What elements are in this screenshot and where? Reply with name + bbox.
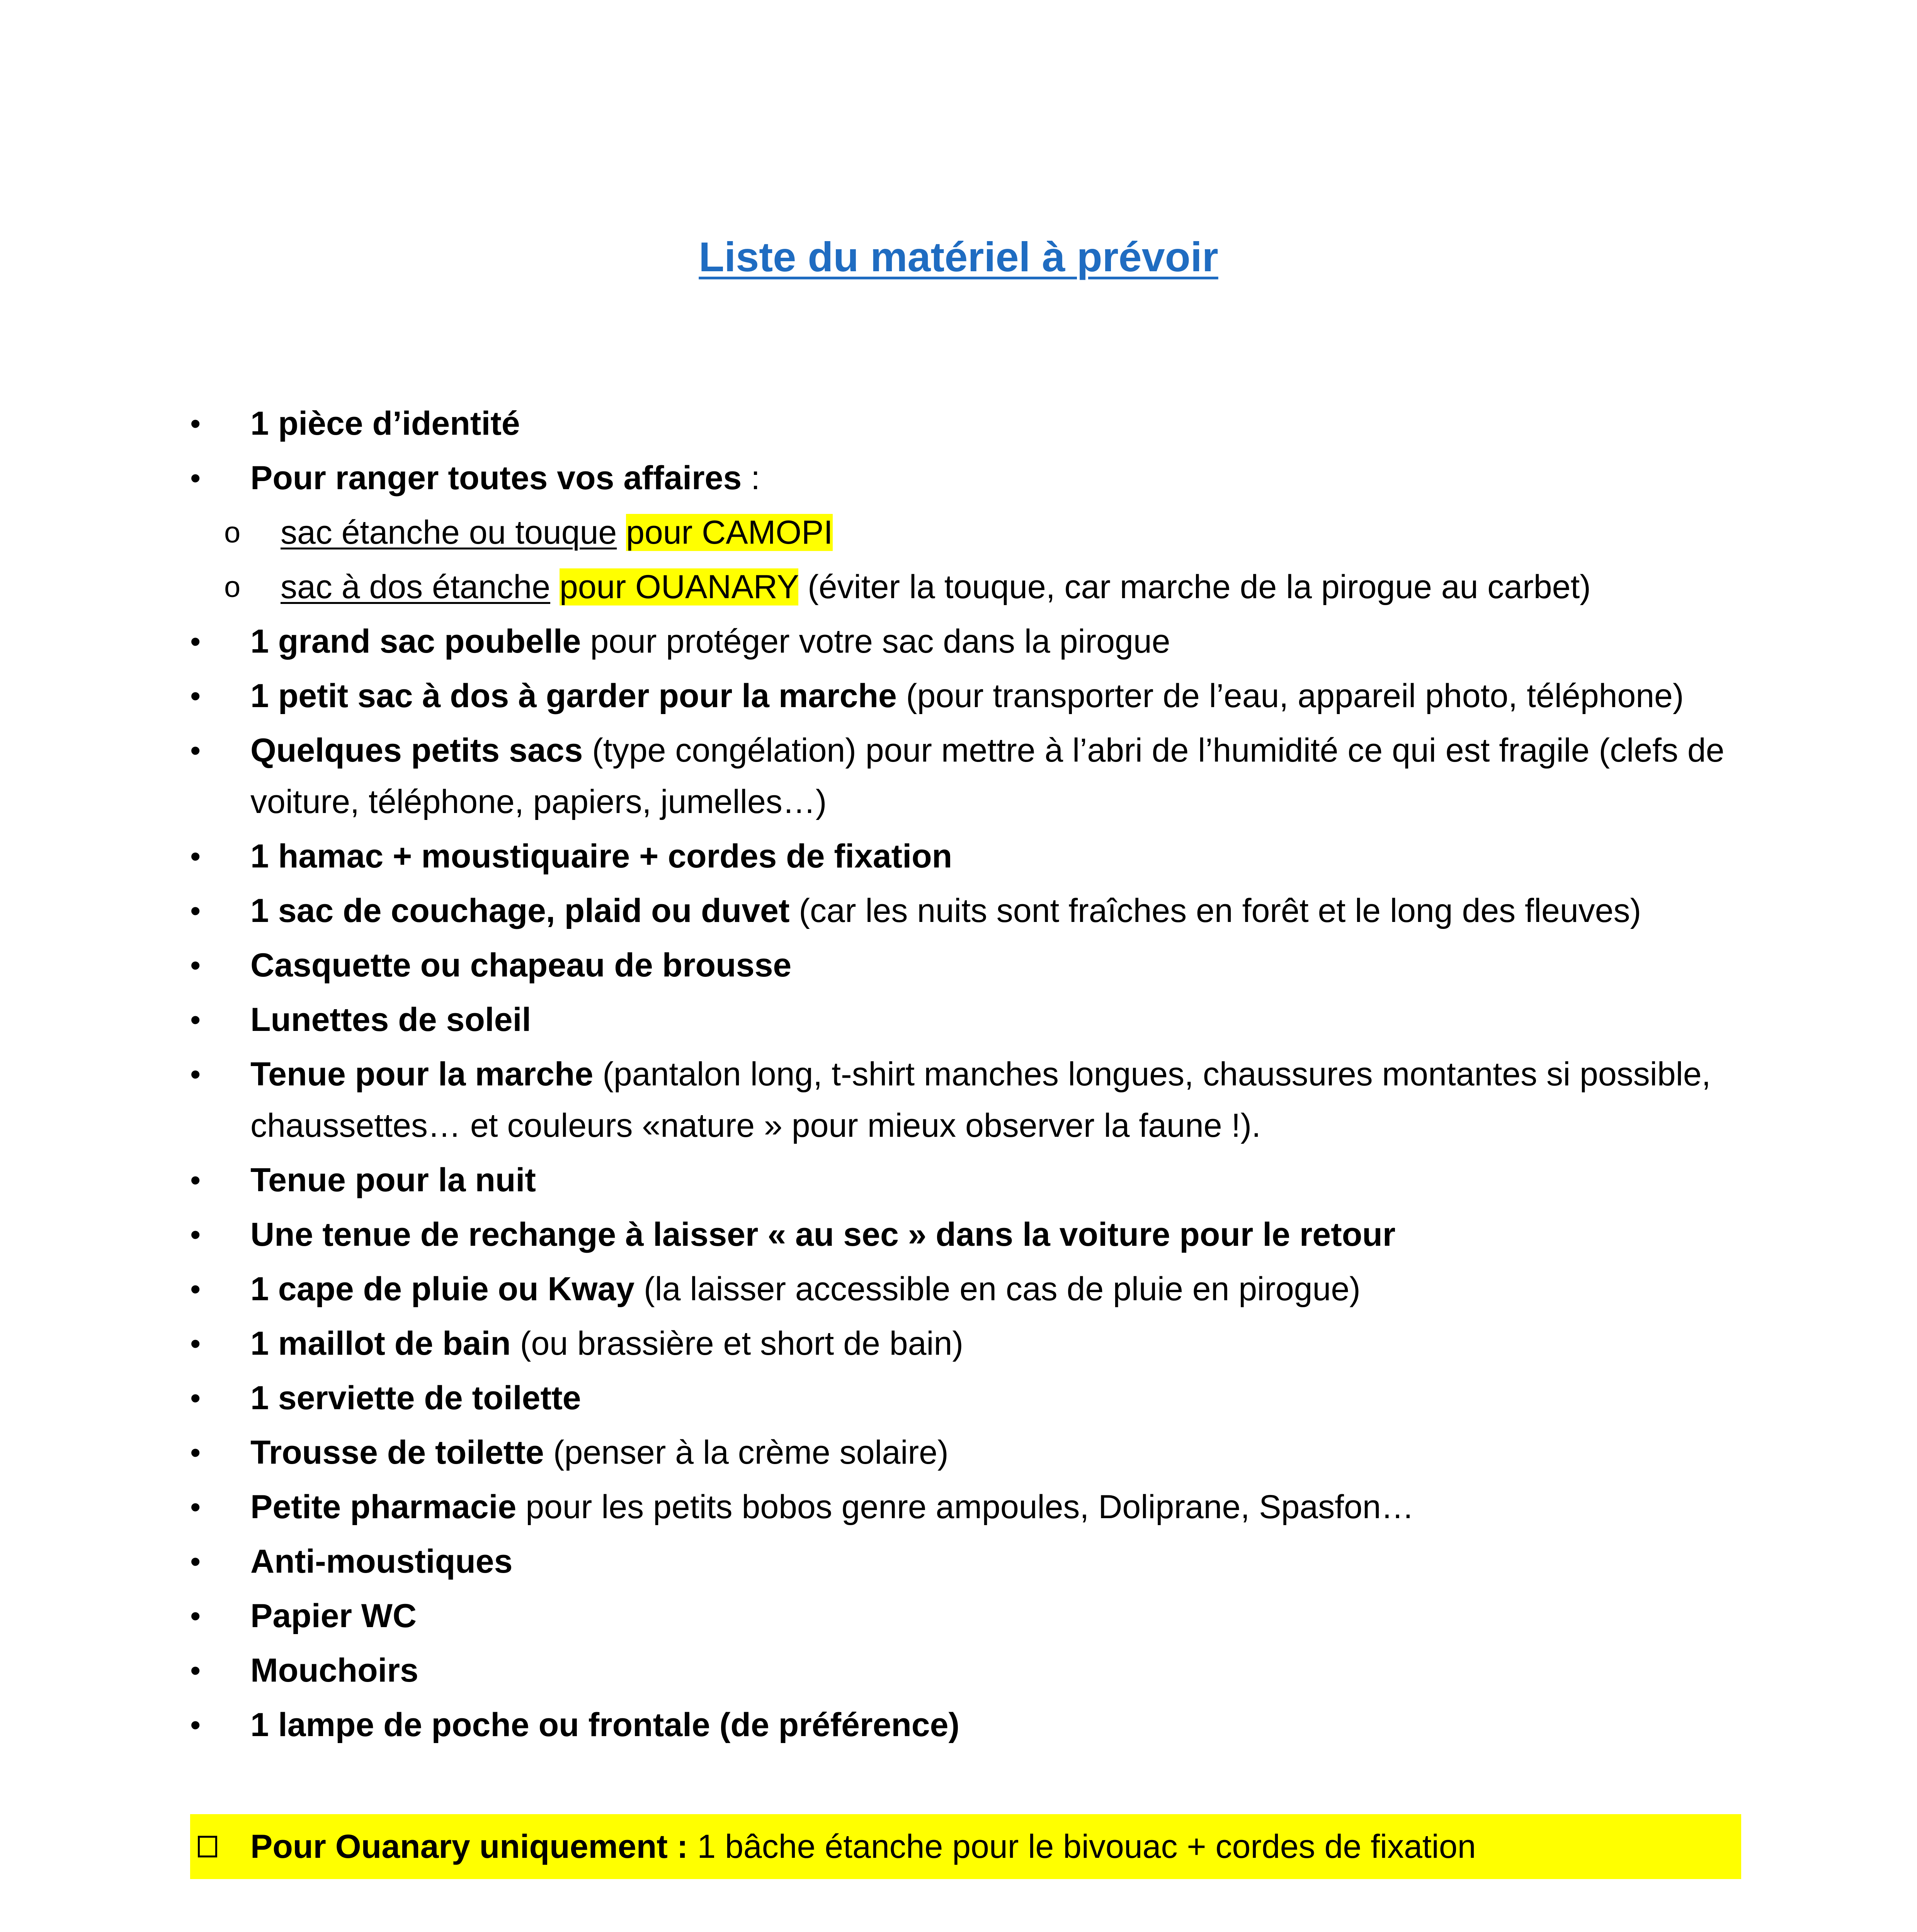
list-item — [0, 561, 1917, 613]
bullet-icon: • — [190, 461, 201, 495]
item-label: Mouchoirs — [250, 1652, 418, 1689]
item-detail: pour les petits bobos genre ampoules, Doliprane, Spasfon… — [516, 1488, 1414, 1526]
sub-item-underlined: sac à dos étanche — [281, 568, 551, 605]
item-detail: (ou brassière et short de bain) — [510, 1325, 963, 1362]
ouanary-note — [190, 1814, 1741, 1879]
list-item — [0, 1049, 1917, 1151]
item-detail: (penser à la crème solaire) — [544, 1434, 949, 1471]
bullet-icon: • — [190, 894, 201, 928]
bullet-icon: • — [190, 1544, 201, 1578]
item-label: 1 hamac + moustiquaire + cordes de fixation — [250, 838, 953, 875]
list-item — [0, 885, 1917, 937]
bullet-icon: o — [224, 571, 241, 604]
page-title: Liste du matériel à prévoir — [699, 233, 1218, 280]
list-item — [0, 725, 1917, 828]
item-label: Anti-moustiques — [250, 1543, 513, 1580]
item-label: Pour ranger toutes vos affaires — [250, 459, 742, 497]
bullet-icon: • — [190, 1003, 201, 1037]
item-label: 1 serviette de toilette — [250, 1379, 581, 1417]
item-detail: (car les nuits sont fraîches en forêt et le long des fleuves) — [789, 892, 1641, 929]
list-item — [0, 1372, 1917, 1424]
item-label: 1 cape de pluie ou Kway — [250, 1270, 635, 1308]
bullet-icon: • — [190, 406, 201, 440]
item-label: Papier WC — [250, 1597, 417, 1634]
bullet-icon: • — [190, 1272, 201, 1306]
item-label: 1 pièce d’identité — [250, 405, 520, 442]
list-item — [0, 507, 1917, 558]
list-item — [0, 1699, 1917, 1751]
item-label: Tenue pour la nuit — [250, 1162, 536, 1199]
bullet-icon: • — [190, 1599, 201, 1633]
bullet-icon: • — [190, 1435, 201, 1469]
list-item — [0, 1318, 1917, 1369]
bullet-icon: • — [190, 1163, 201, 1197]
list-item — [0, 1427, 1917, 1478]
bullet-icon: • — [190, 1057, 201, 1091]
list-item — [0, 1645, 1917, 1696]
list-item — [0, 1481, 1917, 1533]
bullet-icon: • — [190, 733, 201, 767]
list-item — [0, 452, 1917, 504]
item-label: 1 maillot de bain — [250, 1325, 511, 1362]
list-item — [0, 1264, 1917, 1315]
item-label: Quelques petits sacs — [250, 732, 583, 769]
item-label: Petite pharmacie — [250, 1488, 517, 1526]
item-label: 1 grand sac poubelle — [250, 623, 581, 660]
list-item — [0, 831, 1917, 882]
item-label: 1 lampe de poche ou frontale (de préférence) — [250, 1706, 960, 1743]
sub-item-underlined: sac étanche ou touque — [281, 514, 617, 551]
list-item — [0, 1536, 1917, 1587]
item-label: Trousse de toilette — [250, 1434, 544, 1471]
item-label: Une tenue de rechange à laisser « au sec » dans la voiture pour le retour — [250, 1216, 1396, 1253]
bullet-icon: • — [190, 1327, 201, 1361]
list-item — [0, 1590, 1917, 1642]
sub-item-highlight: pour CAMOPI — [626, 514, 833, 551]
item-detail: (pantalon long, t-shirt manches longues, chaussures montantes si possible, chaussettes… et couleurs «nature » pour mieux observer la faune !). — [250, 1056, 1711, 1144]
list-item — [0, 1155, 1917, 1206]
item-detail: (la laisser accessible en cas de pluie en pirogue) — [634, 1270, 1361, 1308]
list-item — [0, 670, 1917, 722]
bullet-icon: • — [190, 1653, 201, 1687]
item-label: Casquette ou chapeau de brousse — [250, 947, 792, 984]
list-item — [0, 398, 1917, 449]
bullet-icon: o — [224, 516, 241, 549]
list-item — [0, 616, 1917, 667]
item-detail: (pour transporter de l’eau, appareil photo, téléphone) — [896, 677, 1684, 714]
bullet-icon: • — [190, 679, 201, 713]
sub-item-detail: (éviter la touque, car marche de la pirogue au carbet) — [798, 568, 1591, 605]
item-detail: : — [742, 459, 760, 497]
ouanary-note-text — [250, 1828, 1476, 1866]
bullet-icon: • — [190, 624, 201, 658]
list-item — [0, 994, 1917, 1046]
item-detail: (type congélation) pour mettre à l’abri de l’humidité ce qui est fragile (clefs de voiture, téléphone, papiers, jumelles…) — [250, 732, 1725, 820]
equipment-list — [0, 398, 1917, 1754]
sub-item-highlight: pour OUANARY — [559, 568, 799, 605]
ouanary-note-detail: 1 bâche étanche pour le bivouac + cordes de fixation — [688, 1828, 1476, 1865]
item-detail: pour protéger votre sac dans la pirogue — [581, 623, 1170, 660]
bullet-icon: • — [190, 1381, 201, 1415]
bullet-icon: • — [190, 1218, 201, 1252]
bullet-icon: • — [190, 1490, 201, 1524]
item-label: Lunettes de soleil — [250, 1001, 531, 1038]
list-item — [0, 1209, 1917, 1260]
bullet-icon: • — [190, 948, 201, 982]
ouanary-note-label: Pour Ouanary uniquement : — [250, 1828, 688, 1865]
item-label: 1 sac de couchage, plaid ou duvet — [250, 892, 790, 929]
bullet-icon: • — [190, 839, 201, 873]
item-label: Tenue pour la marche — [250, 1056, 594, 1093]
list-item — [0, 940, 1917, 991]
checkbox-icon — [198, 1836, 217, 1857]
item-label: 1 petit sac à dos à garder pour la marche — [250, 677, 897, 714]
bullet-icon: • — [190, 1708, 201, 1742]
